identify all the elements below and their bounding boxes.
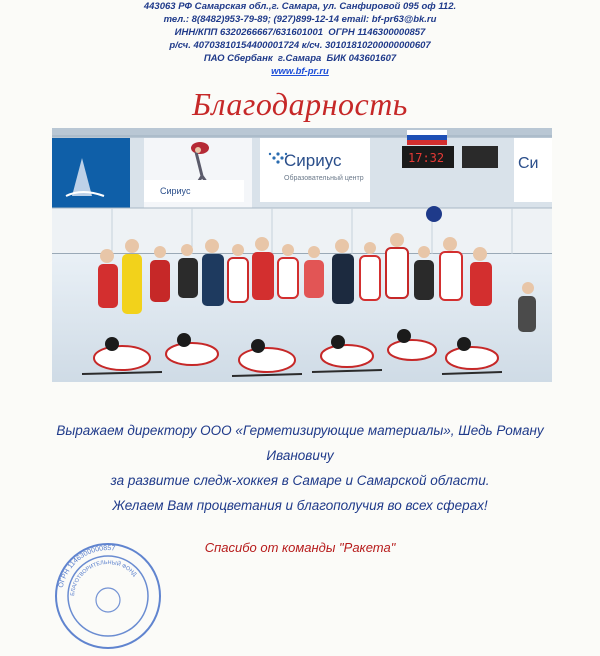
letterhead-phones: тел.: 8(8482)953-79-89; (927)899-12-14 email: bf-pr63@bk.ru bbox=[163, 14, 437, 25]
sirius-brand-small: Сириус bbox=[160, 186, 191, 196]
letterhead-address: 443063 РФ Самарская обл.,г. Самара, ул. Санфировой 095 оф 112. bbox=[143, 1, 457, 12]
svg-text:ОГРН 1146300000857: ОГРН 1146300000857 bbox=[57, 544, 116, 589]
scoreboard-time: 17:32 bbox=[408, 151, 445, 165]
letterhead bbox=[0, 0, 600, 78]
team-photo-illustration bbox=[52, 128, 552, 382]
letter-body bbox=[20, 418, 580, 518]
body-line-3: за развитие следж-хоккея в Самаре и Самарской области. bbox=[110, 473, 490, 488]
body-line-1: Выражаем директору ООО «Герметизирующие материалы», Шедь Роману bbox=[56, 423, 544, 438]
kremlin-banner bbox=[52, 138, 130, 208]
document-title: Благодарность bbox=[192, 86, 408, 122]
body-line-4: Желаем Вам процветания и благополучия во всех сферах! bbox=[112, 498, 488, 513]
sirius-brand-left: Сириус bbox=[284, 151, 342, 170]
letterhead-bank: ПАО Сбербанк г.Самара БИК 043601607 bbox=[203, 53, 397, 64]
stamp-seal bbox=[48, 536, 168, 656]
svg-text:БЛАГОТВОРИТЕЛЬНЫЙ ФОНД: БЛАГОТВОРИТЕЛЬНЫЙ ФОНД bbox=[70, 559, 138, 597]
body-line-2: Ивановичу bbox=[266, 448, 334, 463]
sirius-brand-left-sub: Образовательный центр bbox=[284, 175, 364, 182]
letterhead-website-link[interactable]: www.bf-pr.ru bbox=[271, 66, 329, 77]
signature-line: Спасибо от команды "Ракета" bbox=[204, 540, 396, 555]
team-photo bbox=[52, 128, 552, 382]
sirius-banner-left bbox=[260, 138, 370, 202]
sirius-brand-far-right: Си bbox=[518, 155, 539, 172]
letterhead-accounts: р/сч. 40703810154400001724 к/сч. 30101810200000000607 bbox=[169, 40, 431, 51]
letterhead-inn: ИНН/КПП 6320266667/631601001 ОГРН 1146300000857 bbox=[174, 27, 426, 38]
